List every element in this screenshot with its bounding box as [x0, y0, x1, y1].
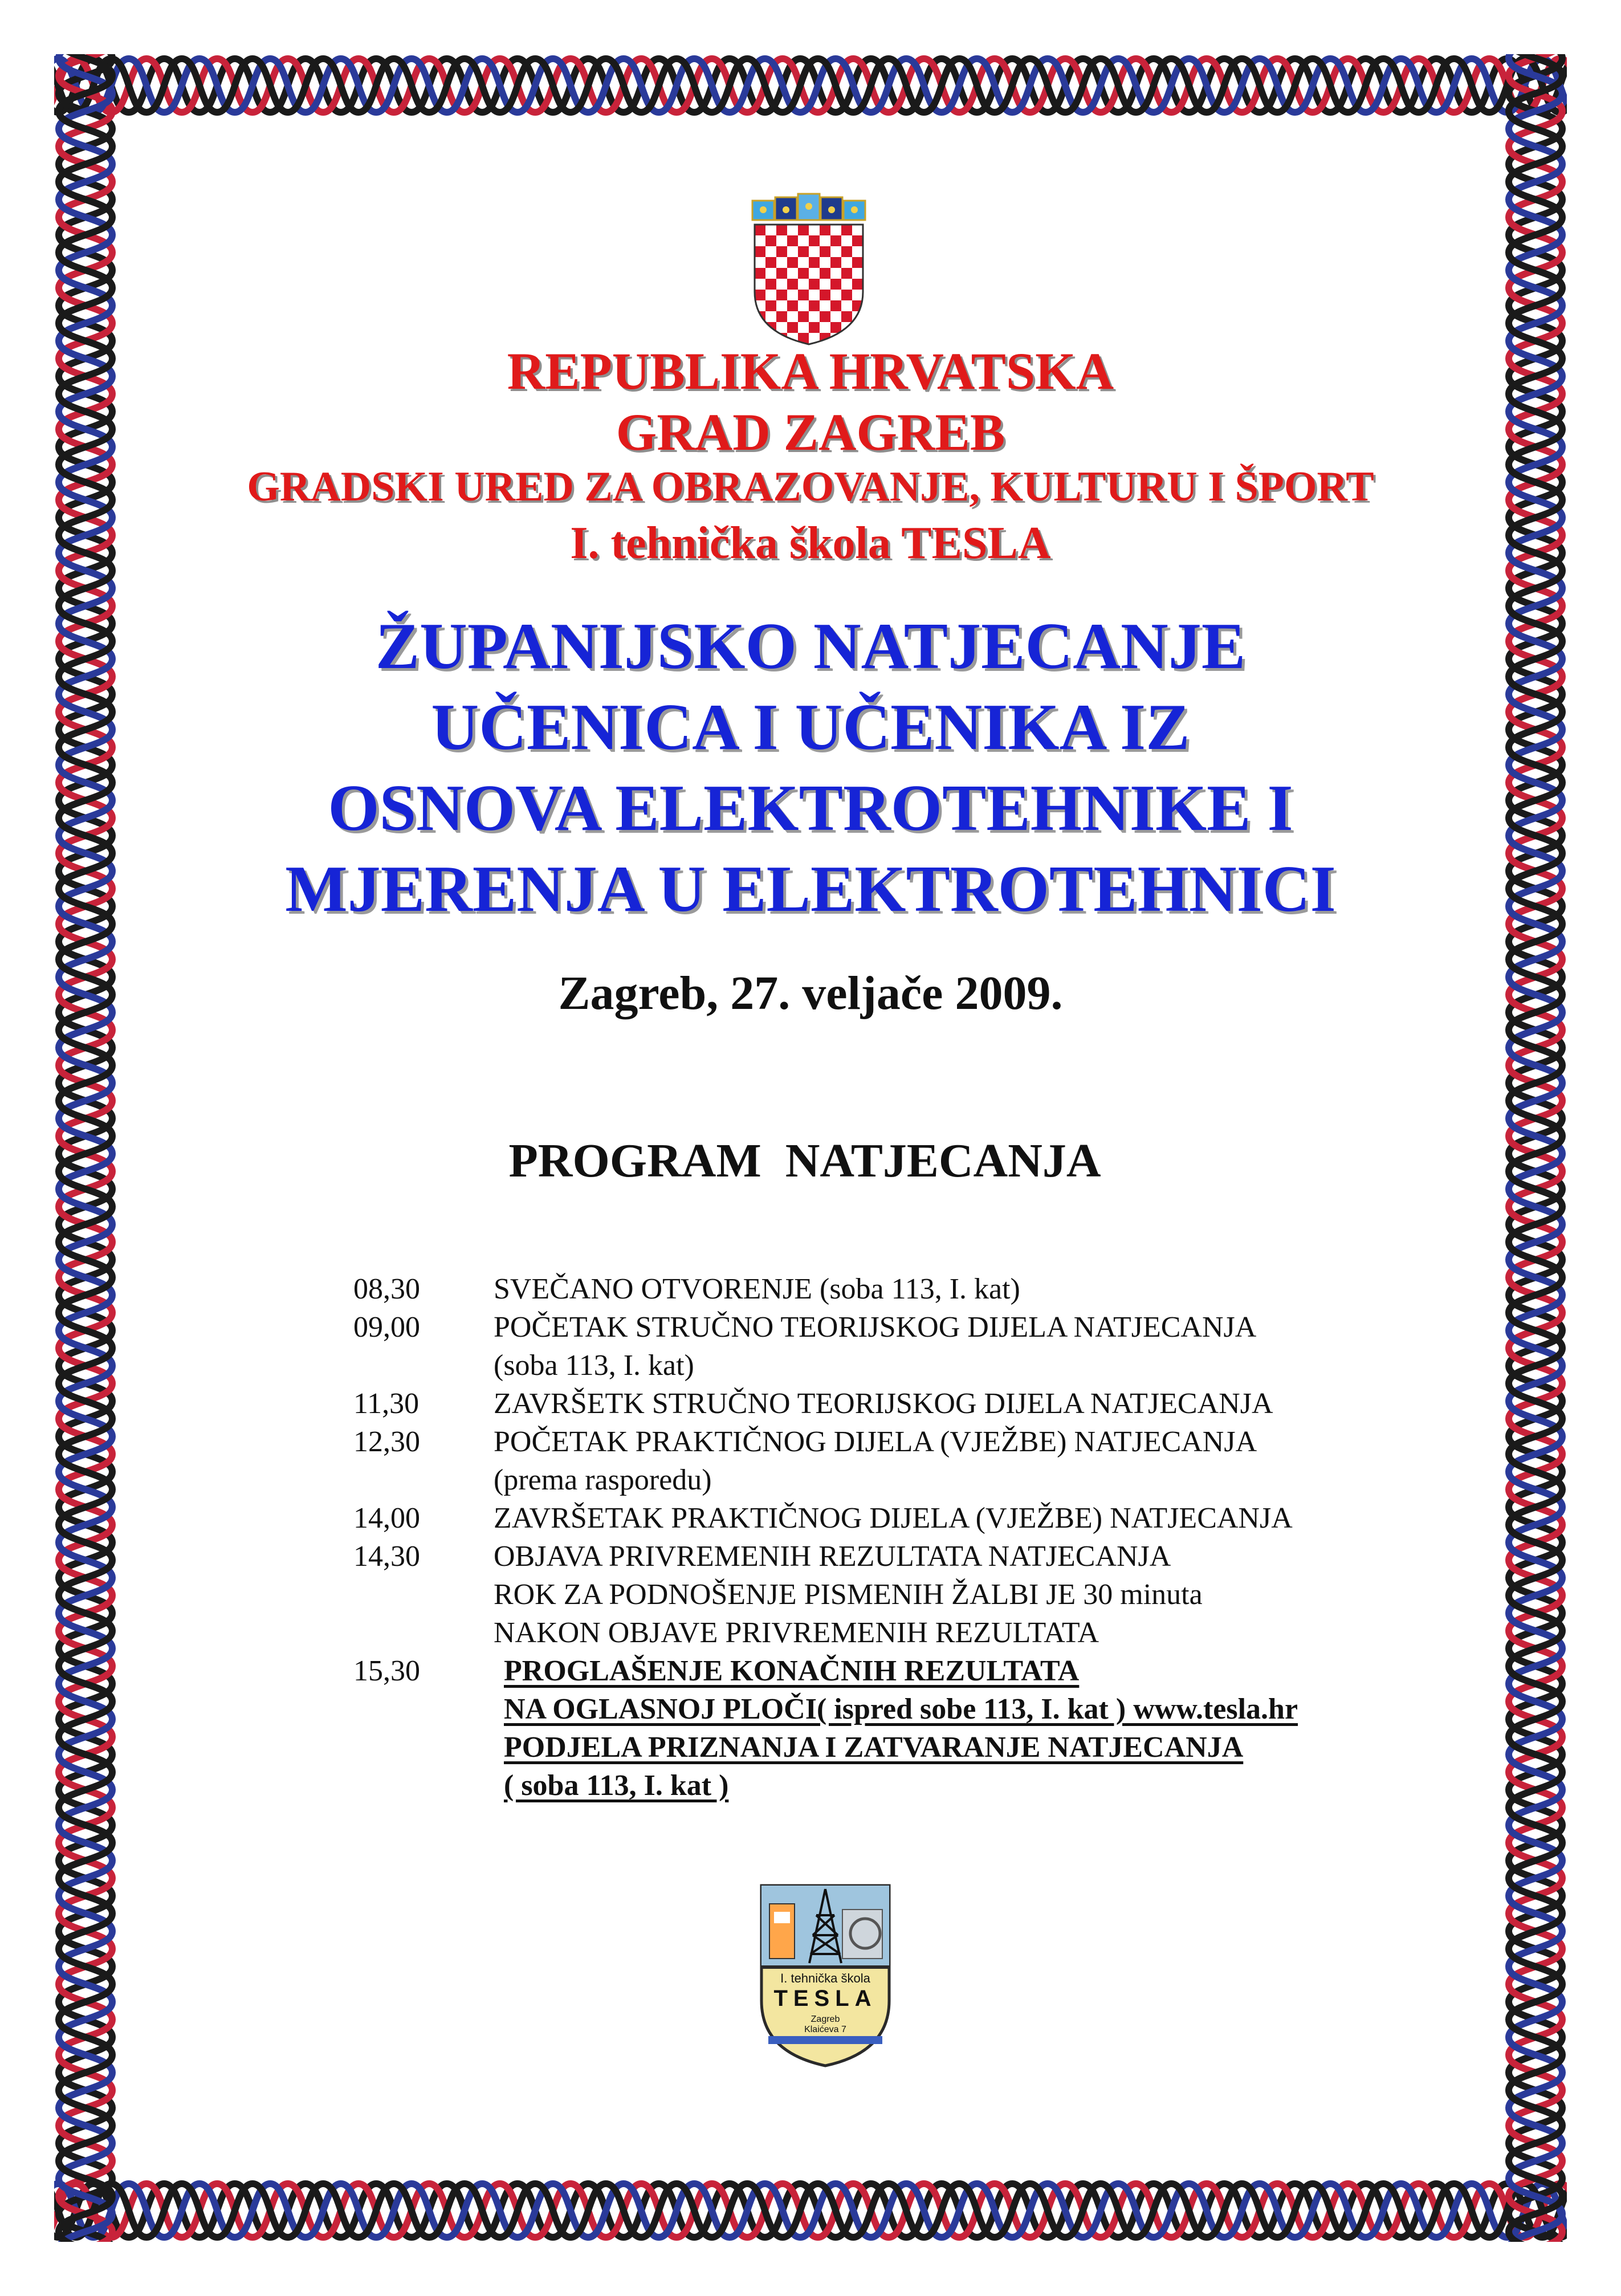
schedule-list	[353, 1270, 1436, 1805]
schedule-time: 11,30	[353, 1387, 419, 1420]
schedule-time: 15,30	[353, 1655, 420, 1687]
schedule-row	[353, 1423, 1436, 1499]
schedule-text	[494, 1385, 1273, 1423]
schedule-time: 09,00	[353, 1311, 420, 1344]
schedule-line: POČETAK STRUČNO TEORIJSKOG DIJELA NATJECANJA	[494, 1311, 1257, 1344]
schedule-line: NA OGLASNOJ PLOČI( ispred sobe 113, I. kat ) www.tesla.hr	[504, 1693, 1298, 1725]
schedule-time: 14,00	[353, 1502, 420, 1534]
schedule-text	[494, 1270, 1020, 1308]
header-office: GRADSKI URED ZA OBRAZOVANJE, KULTURU I ŠPORT	[247, 463, 1374, 510]
schedule-line: (prema rasporedu)	[494, 1464, 712, 1496]
schedule-time: 08,30	[353, 1273, 420, 1305]
schedule-text	[494, 1499, 1293, 1537]
header-city: GRAD ZAGREB	[616, 403, 1005, 461]
schedule-row	[353, 1270, 1436, 1308]
header-republic: REPUBLIKA HRVATSKA	[507, 342, 1114, 400]
header-school: I. tehnička škola TESLA	[570, 518, 1051, 568]
schedule-text	[494, 1308, 1256, 1385]
schedule-text	[494, 1537, 1203, 1652]
schedule-row	[353, 1537, 1436, 1652]
schedule-line: ZAVRŠETK STRUČNO TEORIJSKOG DIJELA NATJECANJA	[494, 1387, 1273, 1420]
schedule-text	[494, 1423, 1257, 1499]
title-line-4: MJERENJA U ELEKTROTEHNICI	[285, 853, 1336, 926]
title-line-2: UČENICA I UČENIKA IZ	[431, 691, 1190, 764]
schedule-line: ROK ZA PODNOŠENJE PISMENIH ŽALBI JE 30 minuta	[494, 1578, 1203, 1611]
schedule-time: 14,30	[353, 1540, 420, 1573]
event-date: Zagreb, 27. veljače 2009.	[558, 967, 1063, 1020]
school-logo-text-2: TESLA	[773, 1986, 877, 2011]
croatian-coat-of-arms-icon	[732, 161, 886, 349]
schedule-line: NAKON OBJAVE PRIVREMENIH REZULTATA	[494, 1617, 1099, 1649]
schedule-line: PODJELA PRIZNANJA I ZATVARANJE NATJECANJA	[504, 1731, 1244, 1764]
schedule-row	[353, 1385, 1436, 1423]
schedule-time: 12,30	[353, 1426, 420, 1458]
schedule-line: PROGLAŠENJE KONAČNIH REZULTATA	[504, 1655, 1080, 1687]
schedule-row	[353, 1652, 1436, 1805]
title-line-1: ŽUPANIJSKO NATJECANJE	[375, 610, 1246, 683]
schedule-line: ZAVRŠETAK PRAKTIČNOG DIJELA (VJEŽBE) NATJECANJA	[494, 1502, 1293, 1534]
schedule-line: OBJAVA PRIVREMENIH REZULTATA NATJECANJA	[494, 1540, 1171, 1573]
school-logo-text-4: Klaićeva 7	[804, 2025, 846, 2034]
title-line-3: OSNOVA ELEKTROTEHNIKE I	[328, 772, 1293, 845]
schedule-line: POČETAK PRAKTIČNOG DIJELA (VJEŽBE) NATJECANJA	[494, 1426, 1257, 1458]
schedule-line: ( soba 113, I. kat )	[504, 1769, 729, 1802]
program-heading: PROGRAM NATJECANJA	[508, 1134, 1101, 1187]
school-logo-text-3: Zagreb	[811, 2014, 840, 2024]
schedule-line: SVEČANO OTVORENJE (soba 113, I. kat)	[494, 1273, 1020, 1305]
school-logo-text-1: I. tehnička škola	[780, 1971, 870, 1985]
schedule-row	[353, 1499, 1436, 1537]
schedule-row	[353, 1308, 1436, 1385]
schedule-line: (soba 113, I. kat)	[494, 1349, 694, 1382]
schedule-text	[504, 1652, 1298, 1805]
